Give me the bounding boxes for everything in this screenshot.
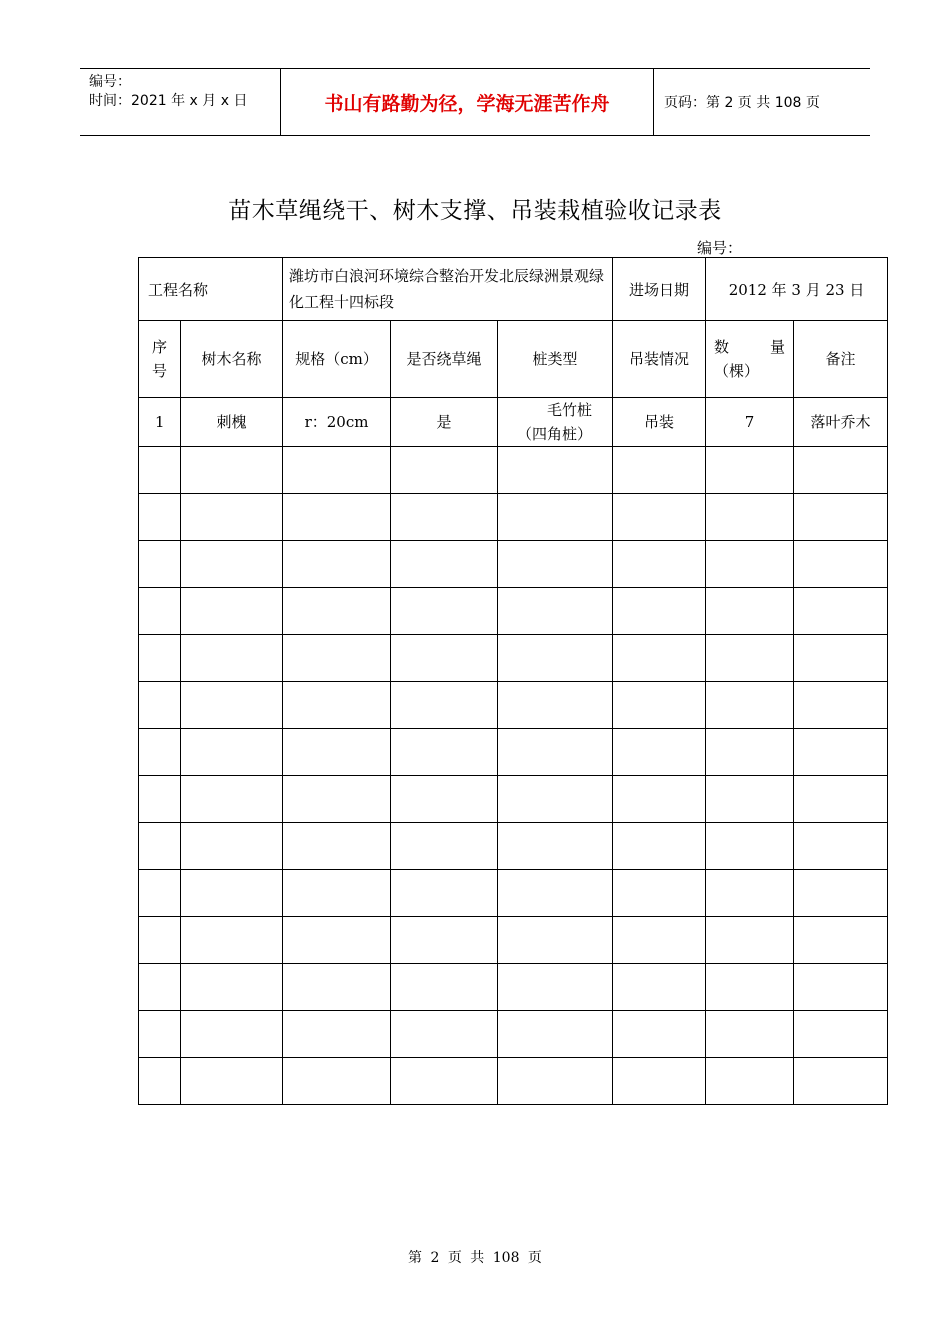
entry-date-label: 进场日期 — [613, 258, 706, 321]
empty-cell — [706, 823, 794, 870]
col-header-quantity-part2: 量 — [770, 338, 786, 356]
col-header-remarks: 备注 — [794, 321, 888, 398]
empty-cell — [794, 494, 888, 541]
empty-cell — [794, 870, 888, 917]
empty-cell — [706, 964, 794, 1011]
empty-cell — [139, 494, 181, 541]
empty-cell — [794, 1058, 888, 1105]
empty-cell — [794, 776, 888, 823]
empty-cell — [794, 541, 888, 588]
empty-cell — [613, 494, 706, 541]
empty-cell — [181, 682, 283, 729]
col-header-straw-rope: 是否绕草绳 — [391, 321, 498, 398]
empty-cell — [794, 447, 888, 494]
empty-cell — [794, 823, 888, 870]
empty-cell — [139, 964, 181, 1011]
col-header-pile-type: 桩类型 — [498, 321, 613, 398]
empty-cell — [498, 823, 613, 870]
empty-cell — [139, 823, 181, 870]
empty-cell — [283, 870, 391, 917]
empty-cell — [391, 729, 498, 776]
cell-seq: 1 — [139, 398, 181, 447]
empty-table-row — [139, 729, 888, 776]
empty-cell — [181, 776, 283, 823]
empty-cell — [498, 1058, 613, 1105]
cell-straw-rope: 是 — [391, 398, 498, 447]
cell-quantity: 7 — [706, 398, 794, 447]
col-header-seq-line1: 序 — [151, 338, 167, 356]
empty-table-row — [139, 635, 888, 682]
empty-cell — [706, 541, 794, 588]
empty-cell — [613, 964, 706, 1011]
empty-cell — [706, 588, 794, 635]
empty-table-row — [139, 870, 888, 917]
empty-cell — [391, 1058, 498, 1105]
empty-cell — [794, 917, 888, 964]
empty-cell — [283, 682, 391, 729]
empty-cell — [391, 823, 498, 870]
empty-cell — [283, 917, 391, 964]
col-header-seq-line2: 号 — [151, 362, 167, 380]
empty-cell — [498, 729, 613, 776]
cell-remarks: 落叶乔木 — [794, 398, 888, 447]
empty-cell — [391, 541, 498, 588]
empty-cell — [498, 776, 613, 823]
acceptance-record-table — [138, 257, 888, 1105]
empty-cell — [139, 776, 181, 823]
empty-cell — [139, 1011, 181, 1058]
empty-cell — [139, 635, 181, 682]
empty-cell — [794, 588, 888, 635]
empty-cell — [139, 729, 181, 776]
empty-cell — [283, 964, 391, 1011]
empty-cell — [181, 870, 283, 917]
entry-date-value: 2012 年 3 月 23 日 — [706, 258, 888, 321]
empty-cell — [706, 1011, 794, 1058]
col-header-spec: 规格（cm） — [283, 321, 391, 398]
empty-table-row — [139, 1058, 888, 1105]
empty-cell — [139, 1058, 181, 1105]
empty-table-row — [139, 541, 888, 588]
empty-cell — [794, 964, 888, 1011]
empty-cell — [613, 870, 706, 917]
empty-table-row — [139, 447, 888, 494]
empty-cell — [391, 588, 498, 635]
empty-cell — [181, 1058, 283, 1105]
empty-cell — [181, 1011, 283, 1058]
empty-cell — [613, 729, 706, 776]
table-row — [139, 398, 888, 447]
empty-cell — [283, 729, 391, 776]
empty-cell — [181, 494, 283, 541]
empty-cell — [283, 494, 391, 541]
cell-tree-name: 刺槐 — [181, 398, 283, 447]
empty-cell — [283, 588, 391, 635]
empty-cell — [613, 447, 706, 494]
empty-cell — [498, 541, 613, 588]
empty-cell — [391, 917, 498, 964]
empty-cell — [283, 1011, 391, 1058]
empty-cell — [794, 682, 888, 729]
empty-cell — [139, 588, 181, 635]
empty-cell — [794, 635, 888, 682]
empty-cell — [391, 776, 498, 823]
empty-cell — [391, 1011, 498, 1058]
document-title: 苗木草绳绕干、树木支撑、吊装栽植验收记录表 — [228, 198, 722, 224]
header-time: 时间：2021 年 x 月 x 日 — [89, 93, 248, 109]
empty-cell — [181, 447, 283, 494]
empty-cell — [706, 635, 794, 682]
page-footer: 第 2 页 共 108 页 — [408, 1250, 542, 1266]
empty-cell — [613, 682, 706, 729]
empty-cell — [498, 682, 613, 729]
empty-cell — [498, 635, 613, 682]
empty-cell — [181, 964, 283, 1011]
empty-cell — [283, 823, 391, 870]
page-header — [80, 68, 870, 136]
empty-cell — [139, 682, 181, 729]
empty-table-row — [139, 588, 888, 635]
empty-cell — [794, 1011, 888, 1058]
col-header-seq — [139, 321, 181, 398]
col-header-tree-name: 树木名称 — [181, 321, 283, 398]
empty-cell — [391, 870, 498, 917]
project-info-row — [139, 258, 888, 321]
empty-cell — [283, 447, 391, 494]
empty-table-row — [139, 776, 888, 823]
empty-cell — [181, 917, 283, 964]
empty-cell — [391, 635, 498, 682]
empty-table-row — [139, 964, 888, 1011]
cell-pile-type — [498, 398, 613, 447]
empty-cell — [139, 447, 181, 494]
header-meta — [80, 69, 281, 135]
cell-pile-type-line1: 毛竹桩 — [547, 401, 593, 419]
empty-table-row — [139, 917, 888, 964]
empty-cell — [181, 823, 283, 870]
empty-cell — [498, 917, 613, 964]
col-header-quantity-unit: （棵） — [714, 362, 760, 380]
header-number-label: 编号： — [89, 74, 131, 90]
empty-cell — [613, 541, 706, 588]
empty-cell — [181, 635, 283, 682]
empty-table-row — [139, 1011, 888, 1058]
empty-cell — [283, 541, 391, 588]
empty-cell — [391, 964, 498, 1011]
empty-table-row — [139, 494, 888, 541]
empty-cell — [706, 917, 794, 964]
empty-cell — [498, 447, 613, 494]
empty-cell — [283, 776, 391, 823]
empty-cell — [706, 447, 794, 494]
empty-cell — [794, 729, 888, 776]
empty-cell — [181, 729, 283, 776]
empty-cell — [706, 682, 794, 729]
empty-table-row — [139, 823, 888, 870]
cell-hoisting: 吊装 — [613, 398, 706, 447]
project-name-value: 潍坊市白浪河环境综合整治开发北辰绿洲景观绿化工程十四标段 — [283, 258, 613, 321]
col-header-quantity — [706, 321, 794, 398]
empty-cell — [613, 823, 706, 870]
project-name-label: 工程名称 — [139, 258, 283, 321]
col-header-quantity-part1: 数 — [714, 338, 730, 356]
empty-cell — [498, 494, 613, 541]
empty-cell — [498, 1011, 613, 1058]
column-header-row — [139, 321, 888, 398]
empty-cell — [139, 541, 181, 588]
empty-cell — [139, 870, 181, 917]
document-number-label: 编号： — [697, 239, 743, 257]
header-page-info: 页码：第 2 页 共 108 页 — [664, 95, 820, 111]
empty-cell — [283, 635, 391, 682]
empty-cell — [391, 682, 498, 729]
empty-cell — [706, 1058, 794, 1105]
empty-table-row — [139, 682, 888, 729]
empty-cell — [181, 541, 283, 588]
empty-cell — [498, 870, 613, 917]
header-motto: 书山有路勤为径，学海无涯苦作舟 — [281, 69, 654, 135]
empty-cell — [391, 494, 498, 541]
empty-cell — [391, 447, 498, 494]
empty-cell — [706, 870, 794, 917]
col-header-hoisting: 吊装情况 — [613, 321, 706, 398]
cell-pile-type-line2: （四角桩） — [517, 425, 593, 443]
empty-cell — [181, 588, 283, 635]
empty-cell — [706, 776, 794, 823]
empty-cell — [613, 1058, 706, 1105]
empty-cell — [706, 494, 794, 541]
empty-cell — [613, 588, 706, 635]
cell-spec: r：20cm — [283, 398, 391, 447]
empty-cell — [613, 635, 706, 682]
empty-cell — [498, 964, 613, 1011]
empty-cell — [498, 588, 613, 635]
empty-cell — [139, 917, 181, 964]
empty-cell — [613, 1011, 706, 1058]
empty-cell — [613, 776, 706, 823]
empty-cell — [283, 1058, 391, 1105]
empty-cell — [613, 917, 706, 964]
empty-cell — [706, 729, 794, 776]
